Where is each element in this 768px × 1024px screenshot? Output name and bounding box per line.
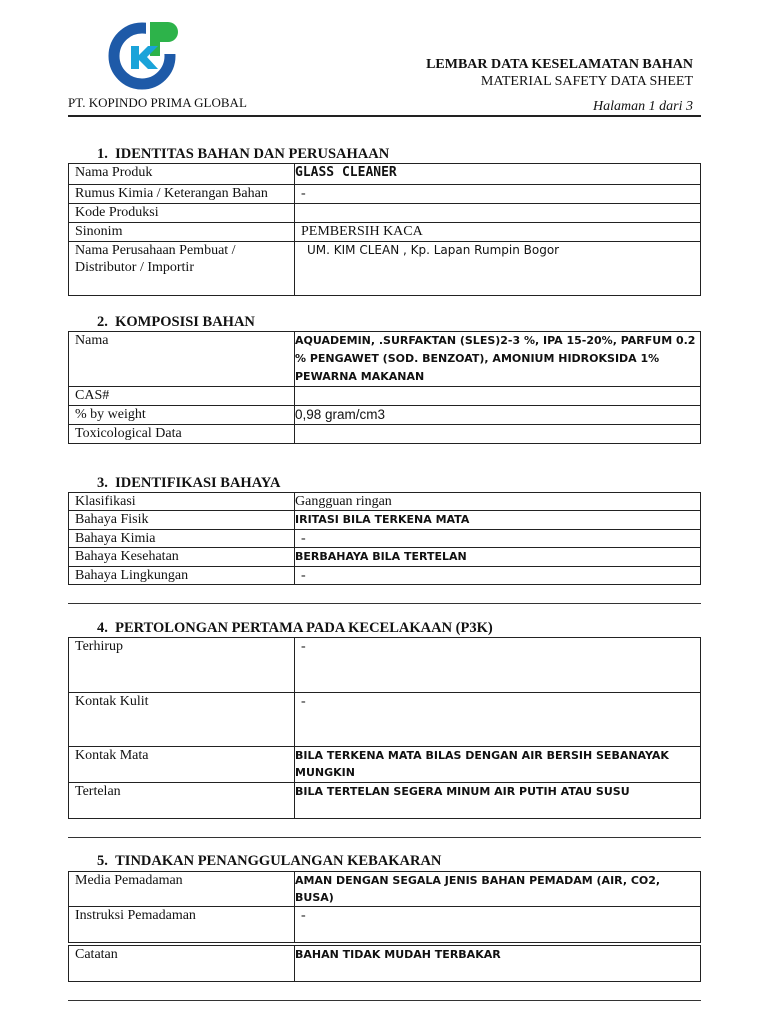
table-row: [69, 638, 701, 693]
section-1-table: [68, 163, 701, 296]
document-title: [426, 56, 693, 90]
chemical-formula-value: -: [295, 185, 701, 204]
physical-hazard-value: IRITASI BILA TERKENA MATA: [295, 513, 470, 526]
table-row: [69, 511, 701, 530]
extinguishing-media-value: AMAN DENGAN SEGALA JENIS BAHAN PEMADAM (AIR, CO2, BUSA): [295, 874, 661, 904]
composition-value: AQUADEMIN, .SURFAKTAN (SLES)2-3 %, IPA 15-20%, PARFUM 0.2 % PENGAWET (SOD. BENZOAT), AMONIUM HIDROKSIDA 1% PEWARNA MAKANAN: [295, 334, 696, 383]
health-hazard-value: BERBAHAYA BILA TERTELAN: [295, 550, 467, 563]
cas-value: [295, 387, 701, 406]
eye-contact-value: BILA TERKENA MATA BILAS DENGAN AIR BERSIH SEBANAYAK MUNGKIN: [295, 749, 669, 779]
table-row: [69, 530, 701, 548]
section-2-table: [68, 331, 701, 444]
row-label: Bahaya Fisik: [69, 511, 295, 530]
section-divider: [68, 603, 701, 604]
row-label: Bahaya Kesehatan: [69, 548, 295, 567]
table-row: [69, 164, 701, 185]
product-name-value: GLASS CLEANER: [295, 165, 397, 180]
table-row: [69, 548, 701, 567]
table-row: [69, 493, 701, 511]
synonym-value: PEMBERSIH KACA: [295, 223, 701, 242]
section-3-title: 3. IDENTIFIKASI BAHAYA: [97, 475, 281, 491]
table-row: [69, 567, 701, 585]
row-label: Klasifikasi: [69, 493, 295, 511]
table-row: [69, 872, 701, 907]
company-logo: [106, 16, 182, 92]
row-label: Nama Produk: [69, 164, 295, 185]
section-3-table: [68, 492, 701, 585]
note-table: [68, 945, 701, 982]
row-label: Nama: [69, 332, 295, 387]
row-label: Catatan: [69, 946, 295, 982]
table-row: [69, 946, 701, 982]
row-label: [69, 242, 295, 296]
ingested-value: BILA TERTELAN SEGERA MINUM AIR PUTIH ATAU SUSU: [295, 785, 630, 798]
row-label-line1: Nama Perusahaan Pembuat /: [75, 243, 236, 258]
row-label: Rumus Kimia / Keterangan Bahan: [69, 185, 295, 204]
table-row: [69, 425, 701, 444]
title-indonesian: LEMBAR DATA KESELAMATAN BAHAN: [426, 57, 693, 72]
section-divider: [68, 1000, 701, 1001]
chemical-hazard-value: -: [295, 530, 701, 548]
row-label-line2: Distributor / Importir: [75, 260, 194, 275]
logo-cyan-k: [131, 46, 158, 69]
row-label: Tertelan: [69, 783, 295, 819]
firefighting-instruction-value: -: [295, 907, 701, 943]
table-row: [69, 387, 701, 406]
row-label: CAS#: [69, 387, 295, 406]
row-label: Instruksi Pemadaman: [69, 907, 295, 943]
row-label: Toxicological Data: [69, 425, 295, 444]
section-divider: [68, 837, 701, 838]
row-label: Sinonim: [69, 223, 295, 242]
row-label: Bahaya Kimia: [69, 530, 295, 548]
classification-value: Gangguan ringan: [295, 493, 701, 511]
section-5-title: 5. TINDAKAN PENANGGULANGAN KEBAKARAN: [97, 853, 442, 869]
table-row: [69, 907, 701, 943]
section-2-title: 2. KOMPOSISI BAHAN: [97, 314, 255, 330]
toxicological-value: [295, 425, 701, 444]
title-english: MATERIAL SAFETY DATA SHEET: [480, 74, 693, 89]
table-row: [69, 406, 701, 425]
skin-contact-value: -: [295, 693, 701, 747]
section-5-table: [68, 871, 701, 943]
section-4-table: [68, 637, 701, 819]
section-1-title: 1. IDENTITAS BAHAN DAN PERUSAHAAN: [97, 146, 390, 162]
row-label: Terhirup: [69, 638, 295, 693]
row-label: % by weight: [69, 406, 295, 425]
note-value: BAHAN TIDAK MUDAH TERBAKAR: [295, 948, 501, 961]
production-code-value: [295, 204, 701, 223]
weight-value: 0,98 gram/cm3: [295, 407, 386, 422]
row-label: Bahaya Lingkungan: [69, 567, 295, 585]
table-row: [69, 185, 701, 204]
manufacturer-value: UM. KIM CLEAN , Kp. Lapan Rumpin Bogor: [307, 243, 560, 257]
environmental-hazard-value: -: [295, 567, 701, 585]
row-label: Kode Produksi: [69, 204, 295, 223]
table-row: [69, 783, 701, 819]
table-row: [69, 204, 701, 223]
row-label: Kontak Mata: [69, 747, 295, 783]
section-4-title: 4. PERTOLONGAN PERTAMA PADA KECELAKAAN (P3K): [97, 620, 493, 636]
table-row: [69, 332, 701, 387]
header-divider: [68, 115, 701, 117]
table-row: [69, 693, 701, 747]
inhaled-value: -: [295, 638, 701, 693]
company-name: PT. KOPINDO PRIMA GLOBAL: [68, 95, 247, 110]
table-row: [69, 242, 701, 296]
row-label: Media Pemadaman: [69, 872, 295, 907]
table-row: [69, 223, 701, 242]
table-row: [69, 747, 701, 783]
row-label: Kontak Kulit: [69, 693, 295, 747]
page-number: Halaman 1 dari 3: [593, 99, 693, 114]
